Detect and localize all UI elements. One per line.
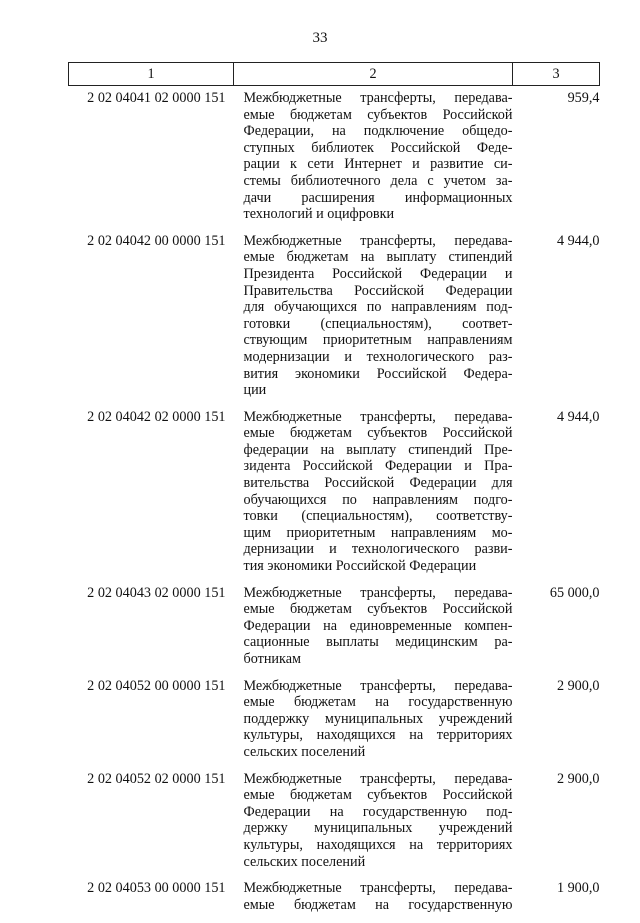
description-line: поддержку муниципальных учреждений (244, 711, 513, 728)
transfer-description (234, 678, 513, 771)
table-row (69, 86, 600, 233)
description-line: рации к сети Интернет и развитие си- (244, 156, 513, 173)
description-line: обучающихся по направлениям подго- (244, 492, 513, 509)
description-line: ции (244, 382, 513, 399)
description-line: Федерации на государственную под- (244, 804, 513, 821)
transfer-description (234, 585, 513, 678)
description-line: культуры, находящихся на территориях (244, 837, 513, 854)
description-line: зидента Российской Федерации и Пра- (244, 458, 513, 475)
description-line: ботникам (244, 651, 513, 668)
page-number: 33 (0, 30, 640, 47)
column-header-amount: 3 (513, 63, 600, 86)
description-line: Межбюджетные трансферты, передава- (244, 585, 513, 602)
budget-code: 2 02 04042 02 0000 151 (69, 409, 234, 585)
column-header-code: 1 (69, 63, 234, 86)
transfer-description (234, 880, 513, 923)
description-line: Федерации, на подключение общедо- (244, 123, 513, 140)
table-header (69, 63, 600, 86)
description-line: дачи расширения информационных (244, 190, 513, 207)
description-line: Межбюджетные трансферты, передава- (244, 409, 513, 426)
description-line: стемы библиотечного дела с учетом за- (244, 173, 513, 190)
transfer-description (234, 233, 513, 409)
budget-code: 2 02 04053 00 0000 151 (69, 880, 234, 923)
description-line: вительства Российской Федерации для (244, 475, 513, 492)
description-line: Правительства Российской Федерации (244, 283, 513, 300)
description-line: сельских поселений (244, 744, 513, 761)
description-line: емые бюджетам на государственную (244, 897, 513, 914)
table-row (69, 678, 600, 771)
transfer-description (234, 771, 513, 881)
budget-code: 2 02 04052 02 0000 151 (69, 771, 234, 881)
description-line: Межбюджетные трансферты, передава- (244, 90, 513, 107)
description-line: федерации на выплату стипендий Пре- (244, 442, 513, 459)
amount-value: 2 900,0 (513, 678, 600, 771)
table-row (69, 771, 600, 881)
description-line: Президента Российской Федерации и (244, 266, 513, 283)
description-line: Федерации на единовременные компен- (244, 618, 513, 635)
table-row (69, 409, 600, 585)
description-line: Межбюджетные трансферты, передава- (244, 880, 513, 897)
description-line: модернизации и технологического раз- (244, 349, 513, 366)
amount-value: 4 944,0 (513, 409, 600, 585)
description-line: дернизации и технологического разви- (244, 541, 513, 558)
description-line: емые бюджетам субъектов Российской (244, 787, 513, 804)
table-header-row (69, 63, 600, 86)
description-line: товки (специальностям), соответству- (244, 508, 513, 525)
description-line: вития экономики Российской Федера- (244, 366, 513, 383)
description-line: сационные выплаты медицинским ра- (244, 634, 513, 651)
transfer-description (234, 409, 513, 585)
description-line: технологий и оцифровки (244, 206, 513, 223)
description-line: держку муниципальных учреждений (244, 820, 513, 837)
description-line: Межбюджетные трансферты, передава- (244, 233, 513, 250)
description-line: для обучающихся по направлениям под- (244, 299, 513, 316)
column-header-description: 2 (234, 63, 513, 86)
description-line: Межбюджетные трансферты, передава- (244, 771, 513, 788)
budget-table (68, 62, 600, 923)
description-line: сельских поселений (244, 854, 513, 871)
description-line: культуры, находящихся на территориях (244, 727, 513, 744)
description-line: ствующим приоритетным направлениям (244, 332, 513, 349)
budget-code: 2 02 04041 02 0000 151 (69, 86, 234, 233)
description-line: ступных библиотек Российской Феде- (244, 140, 513, 157)
table-row (69, 233, 600, 409)
amount-value: 959,4 (513, 86, 600, 233)
description-line: емые бюджетам субъектов Российской (244, 601, 513, 618)
amount-value: 1 900,0 (513, 880, 600, 923)
description-line: емые бюджетам на государственную (244, 694, 513, 711)
description-line: тия экономики Российской Федерации (244, 558, 513, 575)
amount-value: 65 000,0 (513, 585, 600, 678)
budget-code: 2 02 04042 00 0000 151 (69, 233, 234, 409)
table-body (69, 86, 600, 923)
budget-code: 2 02 04052 00 0000 151 (69, 678, 234, 771)
description-line: Межбюджетные трансферты, передава- (244, 678, 513, 695)
table-row (69, 880, 600, 923)
budget-code: 2 02 04043 02 0000 151 (69, 585, 234, 678)
amount-value: 2 900,0 (513, 771, 600, 881)
amount-value: 4 944,0 (513, 233, 600, 409)
description-line: щим приоритетным направлениям мо- (244, 525, 513, 542)
description-line: емые бюджетам на выплату стипендий (244, 249, 513, 266)
description-line: готовки (специальностям), соответ- (244, 316, 513, 333)
description-line: емые бюджетам субъектов Российской (244, 107, 513, 124)
table-row (69, 585, 600, 678)
transfer-description (234, 86, 513, 233)
description-line: емые бюджетам субъектов Российской (244, 425, 513, 442)
